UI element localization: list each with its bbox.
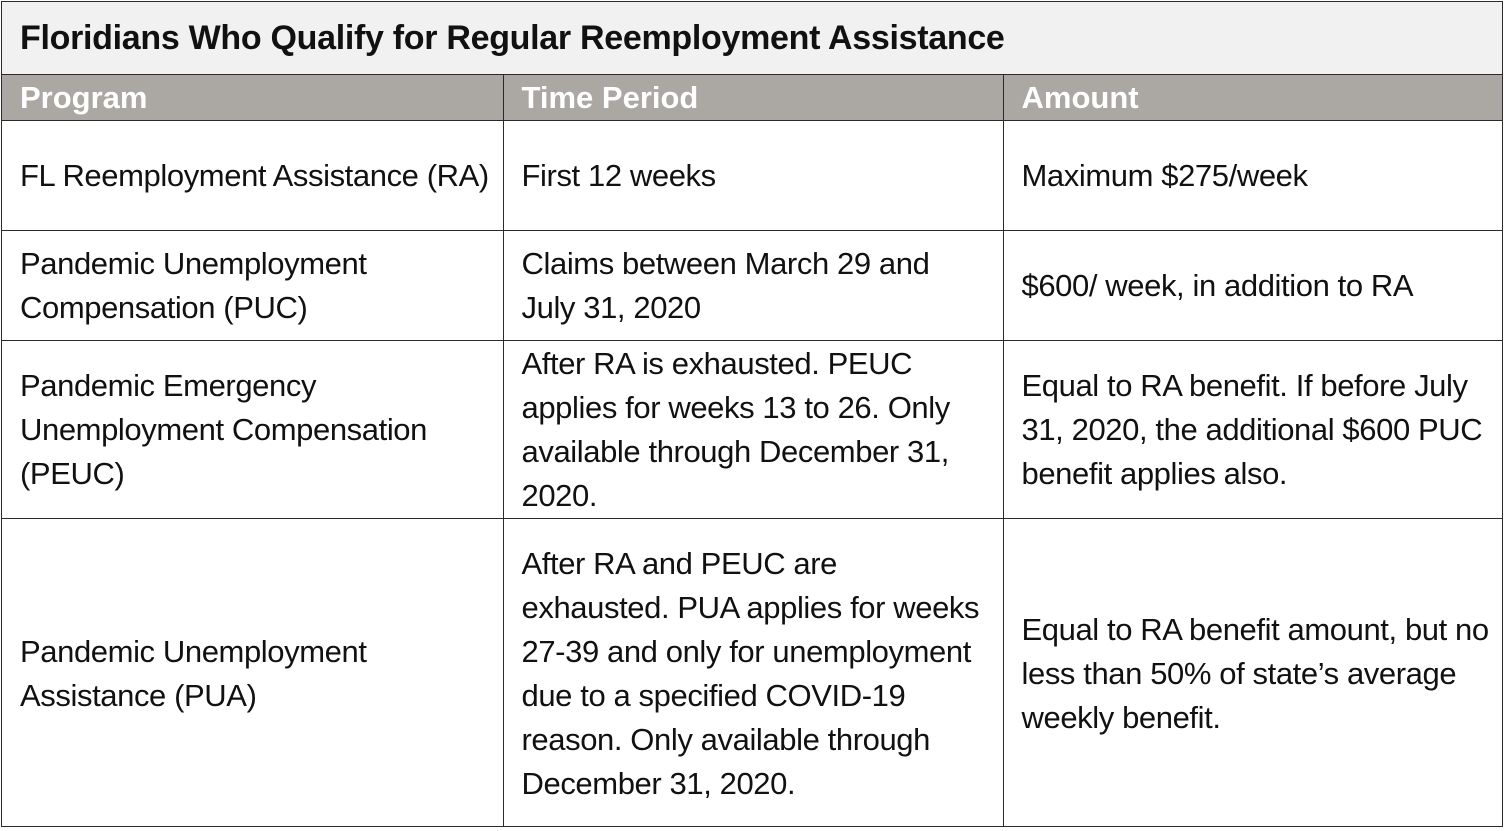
table-row [2, 121, 1502, 231]
table-row [2, 519, 1502, 828]
cell-amount: Equal to RA benefit. If before July 31, 2020, the additional $600 PUC benefit applies also. [1003, 341, 1502, 519]
table-title: Floridians Who Qualify for Regular Reemployment Assistance [2, 2, 1502, 75]
table-row [2, 231, 1502, 341]
cell-program: Pandemic Emergency Unemployment Compensation (PEUC) [2, 341, 503, 519]
cell-time-period: After RA and PEUC are exhausted. PUA applies for weeks 27-39 and only for unemployment due to a specified COVID-19 reason. Only available through December 31, 2020. [503, 519, 1003, 828]
header-time-period: Time Period [503, 75, 1003, 121]
cell-program: Pandemic Unemployment Compensation (PUC) [2, 231, 503, 341]
cell-program: FL Reemployment Assistance (RA) [2, 121, 503, 231]
table-row [2, 341, 1502, 519]
benefits-table-frame [1, 1, 1503, 827]
header-row [2, 75, 1502, 121]
cell-amount: $600/ week, in addition to RA [1003, 231, 1502, 341]
cell-time-period: After RA is exhausted. PEUC applies for weeks 13 to 26. Only available through December 31, 2020. [503, 341, 1003, 519]
cell-program: Pandemic Unemployment Assistance (PUA) [20, 633, 367, 713]
cell-time-period: Claims between March 29 and July 31, 2020 [503, 231, 1003, 341]
cell-amount: Equal to RA benefit amount, but no less than 50% of state’s average weekly benefit. [1003, 519, 1502, 828]
cell-time-period: First 12 weeks [503, 121, 1003, 231]
header-program: Program [2, 75, 503, 121]
header-amount: Amount [1003, 75, 1502, 121]
cell-amount: Maximum $275/week [1003, 121, 1502, 231]
benefits-table [2, 75, 1502, 827]
